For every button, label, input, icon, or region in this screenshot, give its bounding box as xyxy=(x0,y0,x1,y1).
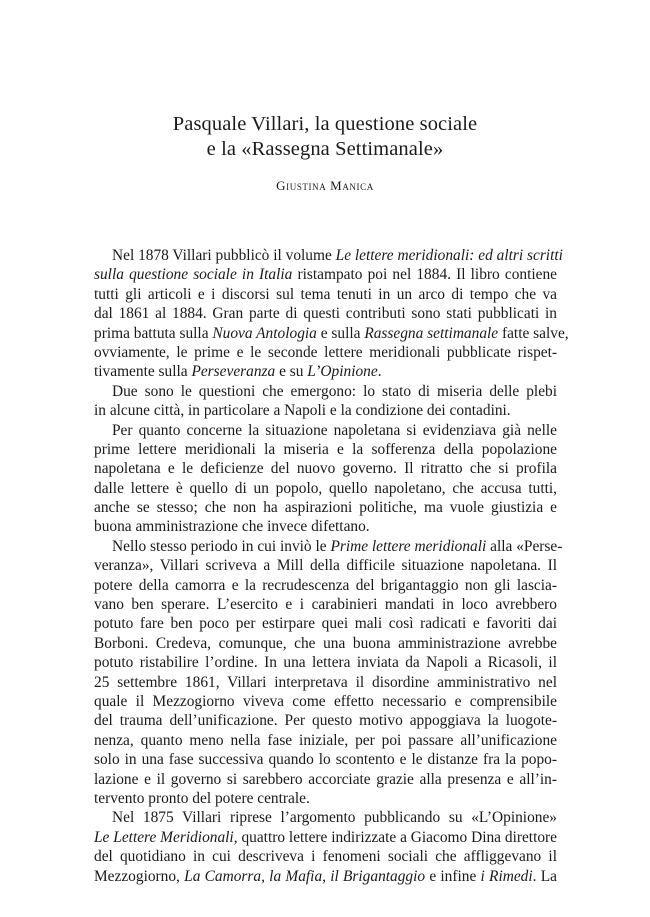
text-line xyxy=(94,479,557,498)
title-line-2: e la «Rassegna Settimanale» xyxy=(206,138,444,160)
text-line xyxy=(94,401,557,420)
text-run: quattro lettere indirizzate a Giacomo Dina direttore xyxy=(237,828,558,846)
text-line xyxy=(94,595,557,614)
text-line xyxy=(94,867,557,886)
text-run: vano ben sperare. L’esercito e i carabinieri mandati in loco avrebbero xyxy=(94,596,557,614)
text-line xyxy=(94,576,557,595)
italic-text: Le Lettere Meridionali, xyxy=(94,828,238,846)
text-line xyxy=(94,517,557,536)
italic-text: Rassegna settimanale xyxy=(364,324,499,342)
text-run: nenza, quanto meno nella fase iniziale, per poi passare all’unificazione xyxy=(94,731,557,749)
text-run: buona amministrazione che invece difettano. xyxy=(94,518,370,536)
text-run: Nello stesso periodo in cui inviò le xyxy=(112,537,331,555)
text-line xyxy=(94,440,557,459)
text-line xyxy=(94,731,557,750)
italic-text: L’Opinione xyxy=(307,363,378,381)
italic-text: Nuova Antologia xyxy=(212,324,317,342)
text-run: tutti gli articoli e i discorsi sul tema tenuti in un arco di tempo che va xyxy=(94,285,557,303)
text-line xyxy=(94,789,557,808)
text-run: veranza», Villari scriveva a Mill della difficile situazione napoletana. Il xyxy=(94,557,557,575)
italic-text: Le lettere meridionali: ed altri scritti xyxy=(335,247,563,264)
text-line xyxy=(94,673,557,692)
text-run: . La xyxy=(532,867,557,885)
text-run: potuto ristabilire l’ordine. In una lettera inviata da Napoli a Ricasoli, il xyxy=(94,654,557,672)
italic-text: i Rimedi xyxy=(480,867,533,885)
text-line xyxy=(94,324,569,343)
text-run: prima battuta sulla xyxy=(94,324,213,342)
text-run: Per quanto concerne la situazione napoletana si evidenziava già nelle xyxy=(112,421,557,439)
text-run: tervento pronto del potere centrale. xyxy=(94,789,310,807)
text-run: Nel 1878 Villari pubblicò il volume xyxy=(112,247,336,264)
text-line xyxy=(94,498,557,517)
text-run: fatte salve, xyxy=(498,324,569,342)
text-run: potuto fare ben poco per estirpare quei mali così radicati e favoriti dai xyxy=(94,615,557,633)
text-run: Mezzogiorno, xyxy=(94,867,185,885)
text-run: anche se stesso; che non ha aspirazioni politiche, ma vuole giustizia e xyxy=(94,499,557,517)
text-line xyxy=(94,692,557,711)
text-line xyxy=(94,750,557,769)
text-line xyxy=(94,808,557,827)
text-line xyxy=(94,382,557,401)
text-run: Borboni. Credeva, comunque, che una buona amministrazione avrebbe xyxy=(94,634,557,652)
title-line-1: Pasquale Villari, la questione sociale xyxy=(172,113,478,135)
text-line xyxy=(94,265,557,284)
text-run: lazione e il governo si sarebbero accorciate grazie alla presenza e all’in- xyxy=(94,770,557,788)
text-run: Due sono le questioni che emergono: lo stato di miseria delle plebi xyxy=(112,382,557,400)
text-line xyxy=(94,711,557,730)
author-name: Giustina Manica xyxy=(276,178,374,193)
text-line xyxy=(94,421,557,440)
italic-text: La Camorra, la Mafia, il Brigantaggio xyxy=(184,867,426,885)
text-run: dal 1861 al 1884. Gran parte di questi contributi sono stati pubblicati in xyxy=(94,305,557,323)
text-run: ovviamente, le prime e le seconde lettere meridionali pubblicate rispet- xyxy=(94,343,557,361)
text-run: del trauma dell’unificazione. Per questo motivo appoggiava la luogote- xyxy=(94,712,557,730)
text-line xyxy=(94,362,557,381)
text-line xyxy=(94,828,557,847)
text-run: dalle lettere è quello di un popolo, quello napoletano, che accusa tutti, xyxy=(94,479,557,497)
text-line xyxy=(94,634,557,653)
text-run: 25 settembre 1861, Villari interpretava il disordine amministrativo nel xyxy=(94,673,557,691)
text-line xyxy=(94,614,557,633)
text-run: prime lettere meridionali la miseria e la sofferenza della popolazione xyxy=(94,440,557,458)
text-run: napoletana e le deficienze del nuovo governo. Il ritratto che si profila xyxy=(94,460,557,478)
text-line xyxy=(94,459,557,478)
text-run: ristampato poi nel 1884. Il libro contiene xyxy=(292,266,557,284)
text-run: tivamente sulla xyxy=(94,363,192,381)
text-line xyxy=(94,285,557,304)
article-body xyxy=(94,246,569,886)
text-run: Nel 1875 Villari riprese l’argomento pubblicando su «L’Opinione» xyxy=(112,809,557,827)
text-run: e sulla xyxy=(316,324,365,342)
text-run: del quotidiano in cui descriveva i fenomeni sociali che affliggevano il xyxy=(94,848,557,866)
text-run: . xyxy=(377,363,382,381)
text-line xyxy=(94,343,557,362)
text-line xyxy=(94,653,557,672)
italic-text: sulla questione sociale in Italia xyxy=(94,266,293,284)
italic-text: Prime lettere meridionali xyxy=(330,537,487,555)
article-title xyxy=(0,112,650,162)
text-line xyxy=(94,770,557,789)
text-run: quale il Mezzogiorno viveva come effetto necessario e comprensibile xyxy=(94,692,557,710)
text-run: alla «Perse- xyxy=(486,537,563,555)
text-run: e infine xyxy=(425,867,481,885)
text-run: e su xyxy=(275,363,308,381)
text-line xyxy=(94,246,563,265)
italic-text: Perseveranza xyxy=(191,363,276,381)
text-line xyxy=(94,304,557,323)
text-run: in alcune città, in particolare a Napoli e la condizione dei contadini. xyxy=(94,402,511,420)
text-line xyxy=(94,556,557,575)
text-run: solo in una fase successiva quando lo scontento e le distanze fra la popo- xyxy=(94,751,557,769)
text-run: potere della camorra e la recrudescenza del brigantaggio non gli lascia- xyxy=(94,576,557,594)
text-line xyxy=(94,537,563,556)
text-line xyxy=(94,847,557,866)
